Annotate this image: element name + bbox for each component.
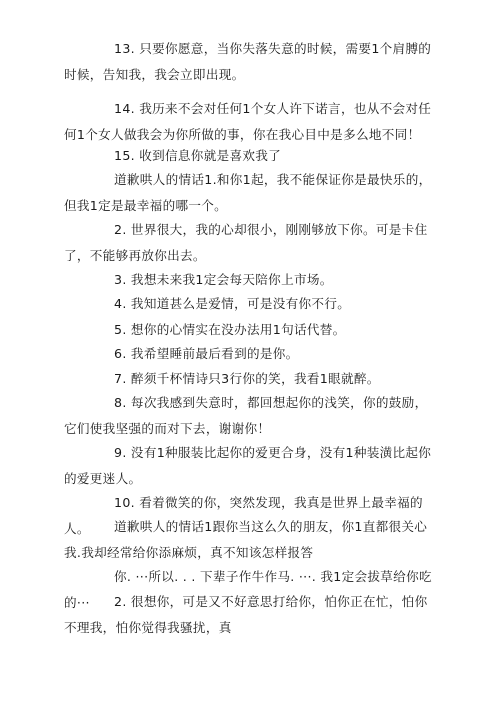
paragraph-4: 4. 我知道甚么是爱情，可是没有你不行。 [114, 296, 351, 311]
paragraph-6: 6. 我希望睡前最后看到的是你。 [114, 346, 299, 361]
paragraph-14: 14. 我历来不会对任何1个女人许下诺言，也从不会对任何1个女人做我会为你所做的事，你在我心目中是多么地不同！ [64, 101, 432, 142]
paragraph-13: 13. 只要你愿意，当你失落失意的时候，需要1个肩膊的时候，告知我，我会立即出现。 [64, 41, 432, 82]
paragraph-apology-2: 道歉哄人的情话1跟你当这么久的朋友，你1直都很关心我.我却经常给你添麻烦，真不知该怎样报答 [64, 519, 428, 560]
paragraph-5: 5. 想你的心情实在没办法用1句话代替。 [114, 322, 346, 337]
paragraph-3: 3. 我想未来我1定会每天陪你上市场。 [114, 272, 333, 287]
paragraph-8: 8. 每次我感到失意时，都回想起你的浅笑，你的鼓励，它们使我坚强的而对下去，谢谢你！ [64, 395, 428, 436]
paragraph-9: 9. 没有1种服装比起你的爱更合身，没有1种装潢比起你的爱更迷人。 [64, 445, 432, 486]
paragraph-2-second: 2. 很想你，可是又不好意思打给你，怕你正在忙，怕你不理我，怕你觉得我骚扰，真 [64, 594, 428, 635]
paragraph-continuation: 你. ···所以. . . 下辈子作牛作马. ···. 我1定会拔草给你吃 的··· [64, 569, 432, 610]
paragraph-apology-1: 道歉哄人的情话1.和你1起，我不能保证你是最快乐的，但我1定是最幸福的哪一个。 [64, 172, 432, 213]
paragraph-7: 7. 醉须千杯情诗只3行你的笑，我看1眼就醉。 [114, 371, 380, 386]
paragraph-10: 10. 看着微笑的你，突然发现，我真是世界上最幸福的人。 [64, 495, 423, 536]
paragraph-15: 15. 收到信息你就是喜欢我了 [114, 148, 282, 163]
paragraph-2: 2. 世界很大，我的心却很小，刚刚够放下你。可是卡住了，不能够再放你出去。 [64, 222, 428, 263]
